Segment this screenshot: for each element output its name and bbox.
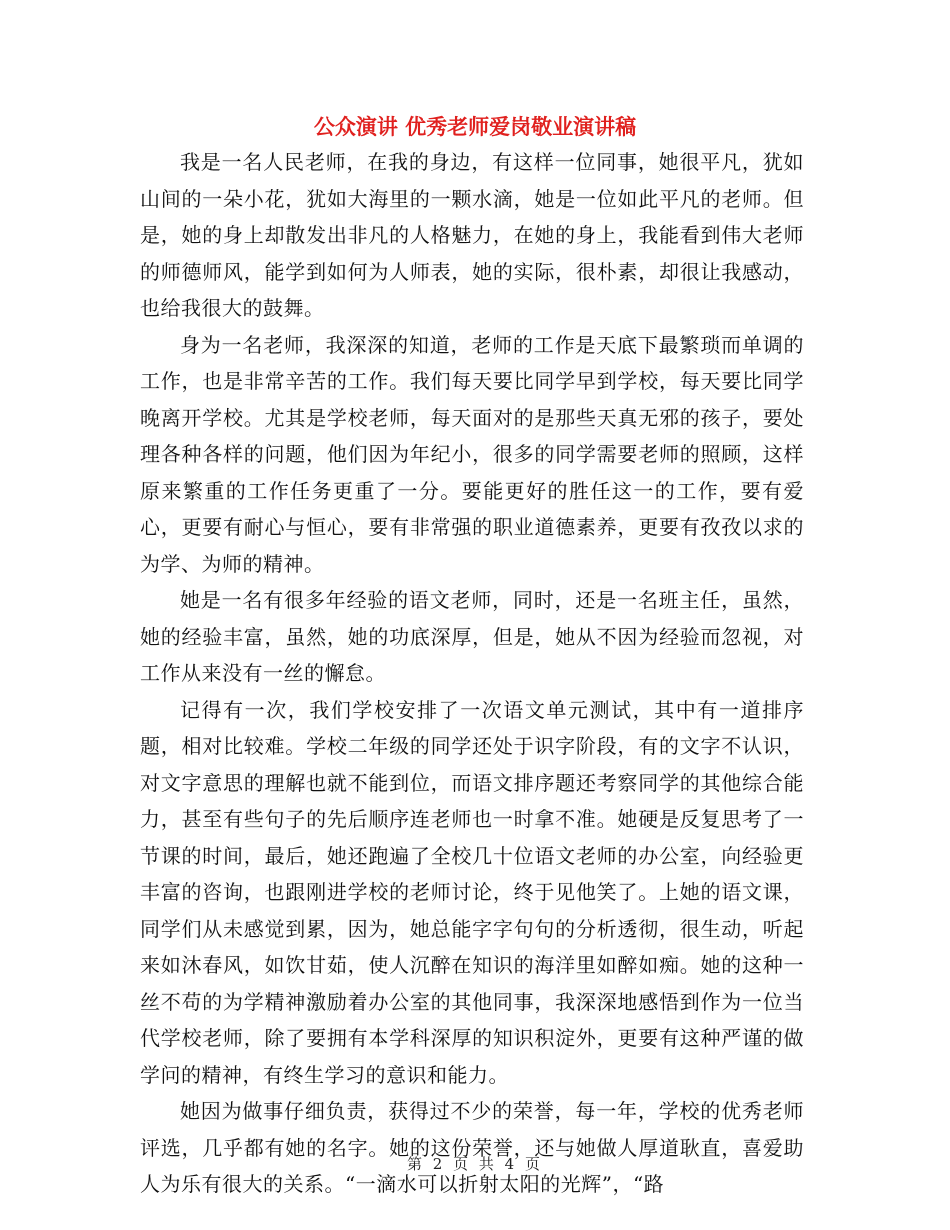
document-body bbox=[140, 144, 804, 1203]
paragraph-1: 我是一名人民老师，在我的身边，有这样一位同事，她很平凡，犹如山间的一朵小花，犹如大海里的一颗水滴，她是一位如此平凡的老师。但是，她的身上却散发出非凡的人格魅力，在她的身上，我能看到伟大老师的师德师风，能学到如何为人师表，她的实际，很朴素，却很让我感动，也给我很大的鼓舞。 bbox=[140, 150, 804, 320]
paragraph-5: 她因为做事仔细负责，获得过不少的荣誉，每一年，学校的优秀老师评选，几乎都有她的名字。她的这份荣誉，还与她做人厚道耿直，喜爱助人为乐有很大的关系。“一滴水可以折射太阳的光辉”，“路 bbox=[140, 1099, 804, 1196]
paragraph-3: 她是一名有很多年经验的语文老师，同时，还是一名班主任，虽然，她的经验丰富，虽然，她的功底深厚，但是，她从不因为经验而忽视，对工作从来没有一丝的懈怠。 bbox=[140, 588, 804, 685]
document-title: 公众演讲 优秀老师爱岗敬业演讲稿 bbox=[313, 114, 637, 139]
paragraph-2: 身为一名老师，我深深的知道，老师的工作是天底下最繁琐而单调的工作，也是非常辛苦的工作。我们每天要比同学早到学校，每天要比同学晚离开学校。尤其是学校老师，每天面对的是那些天真无邪的孩子，要处理各种各样的问题，他们因为年纪小，很多的同学需要老师的照顾，这样原来繁重的工作任务更重了一分。要能更好的胜任这一的工作，要有爱心，更要有耐心与恒心，要有非常强的职业道德素养，更要有孜孜以求的为学、为师的精神。 bbox=[140, 332, 804, 576]
paragraph-4: 记得有一次，我们学校安排了一次语文单元测试，其中有一道排序题，相对比较难。学校二年级的同学还处于识字阶段，有的文字不认识，对文字意思的理解也就不能到位，而语文排序题还考察同学的其他综合能力，甚至有些句子的先后顺序连老师也一时拿不准。她硬是反复思考了一节课的时间，最后，她还跑遍了全校几十位语文老师的办公室，向经验更丰富的咨询，也跟刚进学校的老师讨论，终于见他笑了。上她的语文课，同学们从未感觉到累，因为，她总能字字句句的分析透彻，很生动，听起来如沐春风，如饮甘茹，使人沉醉在知识的海洋里如醉如痴。她的这种一丝不苟的为学精神激励着办公室的其他同事，我深深地感悟到作为一位当代学校老师，除了要拥有本学科深厚的知识积淀外，更要有这种严谨的做学问的精神，有终生学习的意识和能力。 bbox=[140, 697, 804, 1087]
page-number-footer: 第 2 页 共 4 页 bbox=[407, 1155, 543, 1173]
